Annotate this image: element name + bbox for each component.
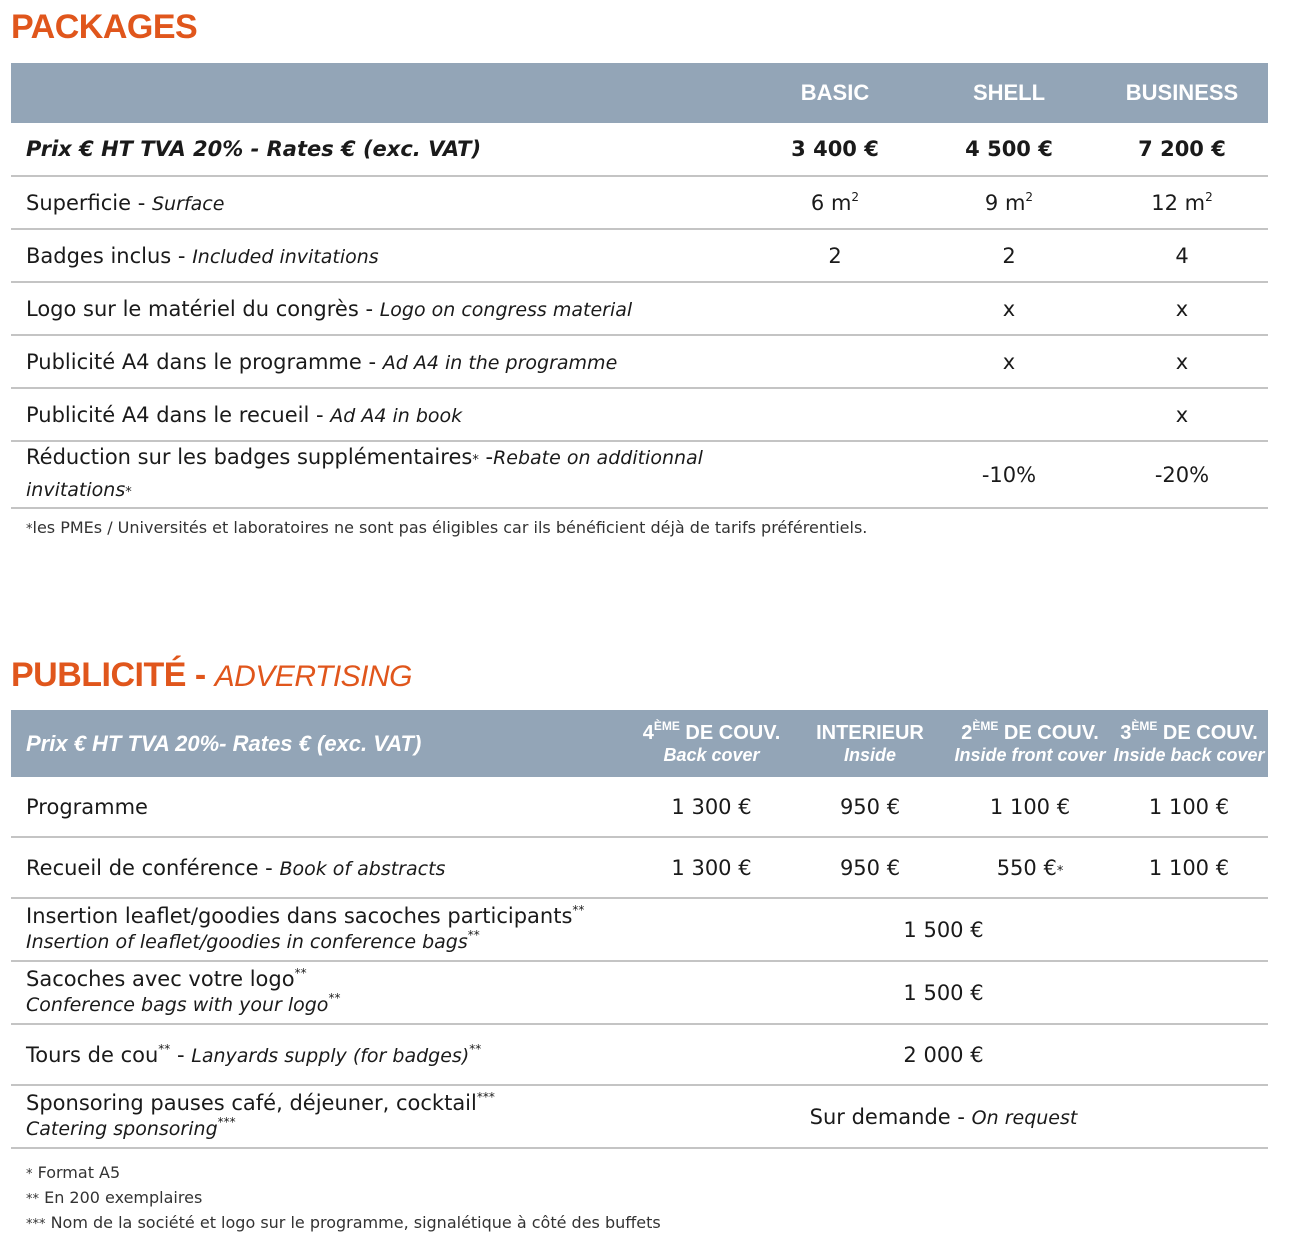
row-label-catering: Sponsoring pauses café, déjeuner, cocktail*** Catering sponsoring*** xyxy=(11,1085,633,1148)
row-label-insertion: Insertion leaflet/goodies dans sacoches participants** Insertion of leaflet/goodies in conference bags** xyxy=(11,898,633,961)
cell: -20% xyxy=(1096,441,1268,508)
table-row xyxy=(11,282,1268,335)
row-label-rebate: Réduction sur les badges supplémentaires* -Rebate on additionnal invitations* xyxy=(11,441,748,508)
surface-basic: 6 $m^2$ xyxy=(748,176,922,229)
table-row xyxy=(11,176,1268,229)
col-business: BUSINESS xyxy=(1096,63,1268,123)
packages-title: PACKAGES xyxy=(11,8,198,46)
cell: x xyxy=(1096,388,1268,441)
cell-merged: 1 500 € xyxy=(633,898,1268,961)
cell: -10% xyxy=(922,441,1096,508)
row-label-lanyards: Tours de cou** - Lanyards supply (for badges)** xyxy=(11,1024,633,1085)
col-basic: BASIC xyxy=(748,63,922,123)
packages-table xyxy=(11,63,1268,509)
price-shell: 4 500 € xyxy=(922,123,1096,176)
cell: 550 €* xyxy=(950,837,1110,898)
cell-merged: 2 000 € xyxy=(633,1024,1268,1085)
label-en: Surface xyxy=(152,192,225,215)
cell: 950 € xyxy=(790,837,950,898)
col-inside-back-cover: 3ÈME DE COUV. Inside back cover xyxy=(1110,710,1268,777)
packages-footnote: *les PMEs / Universités et laboratoires ne sont pas éligibles car ils bénéficient déjà de tarifs préférentiels. xyxy=(26,518,868,537)
row-label-badges: Badges inclus - Included invitations xyxy=(11,229,748,282)
surface-business: 12 $m^2$ xyxy=(1096,176,1268,229)
packages-header-blank xyxy=(11,63,748,123)
table-row xyxy=(11,1024,1268,1085)
row-label-recueil: Recueil de conférence - Book of abstracts xyxy=(11,837,633,898)
table-row xyxy=(11,441,1268,508)
advertising-footnotes xyxy=(26,1161,661,1236)
advertising-table xyxy=(11,710,1268,1149)
cell: 1 100 € xyxy=(1110,777,1268,837)
price-basic: 3 400 € xyxy=(748,123,922,176)
price-business: 7 200 € xyxy=(1096,123,1268,176)
cell: 1 300 € xyxy=(633,837,790,898)
table-row xyxy=(11,123,1268,176)
table-row xyxy=(11,837,1268,898)
footnote-item: * Format A5 xyxy=(26,1163,121,1182)
cell: x xyxy=(1096,335,1268,388)
table-row xyxy=(11,898,1268,961)
cell xyxy=(748,282,922,335)
row-label-ad-programme: Publicité A4 dans le programme - Ad A4 in the programme xyxy=(11,335,748,388)
advertising-header-row xyxy=(11,710,1268,777)
row-label-surface: Superficie - Surface xyxy=(11,176,748,229)
cell: x xyxy=(922,335,1096,388)
cell: 2 xyxy=(748,229,922,282)
cell xyxy=(922,388,1096,441)
col-inside-front-cover: 2ÈME DE COUV. Inside front cover xyxy=(950,710,1110,777)
table-row xyxy=(11,388,1268,441)
col-inside: INTERIEUR Inside xyxy=(790,710,950,777)
footnote-item: ** En 200 exemplaires xyxy=(26,1188,203,1207)
cell: 1 300 € xyxy=(633,777,790,837)
col-shell: SHELL xyxy=(922,63,1096,123)
cell: x xyxy=(922,282,1096,335)
cell xyxy=(748,335,922,388)
advertising-title: PUBLICITÉ - ADVERTISING xyxy=(11,656,412,694)
label-fr: Superficie xyxy=(26,190,132,215)
cell: 950 € xyxy=(790,777,950,837)
table-row xyxy=(11,961,1268,1024)
cell: 2 xyxy=(922,229,1096,282)
table-row xyxy=(11,1085,1268,1148)
advertising-header-label: Prix € HT TVA 20%- Rates € (exc. VAT) xyxy=(11,710,633,777)
cell-merged: 1 500 € xyxy=(633,961,1268,1024)
table-row xyxy=(11,777,1268,837)
cell: x xyxy=(1096,282,1268,335)
row-label-bags: Sacoches avec votre logo** Conference bags with your logo** xyxy=(11,961,633,1024)
cell: 1 100 € xyxy=(1110,837,1268,898)
cell: 4 xyxy=(1096,229,1268,282)
surface-shell: 9 $m^2$ xyxy=(922,176,1096,229)
table-row xyxy=(11,335,1268,388)
packages-header-row xyxy=(11,63,1268,123)
cell-merged: Sur demande - On request xyxy=(633,1085,1268,1148)
row-label-programme: Programme xyxy=(11,777,633,837)
footnote-item: *** Nom de la société et logo sur le programme, signalétique à côté des buffets xyxy=(26,1213,661,1232)
cell: 1 100 € xyxy=(950,777,1110,837)
table-row xyxy=(11,229,1268,282)
cell xyxy=(748,388,922,441)
row-label-ad-book: Publicité A4 dans le recueil - Ad A4 in book xyxy=(11,388,748,441)
row-label-logo: Logo sur le matériel du congrès - Logo on congress material xyxy=(11,282,748,335)
cell xyxy=(748,441,922,508)
row-label-price: Prix € HT TVA 20% - Rates € (exc. VAT) xyxy=(11,123,748,176)
col-back-cover: 4ÈME DE COUV. Back cover xyxy=(633,710,790,777)
